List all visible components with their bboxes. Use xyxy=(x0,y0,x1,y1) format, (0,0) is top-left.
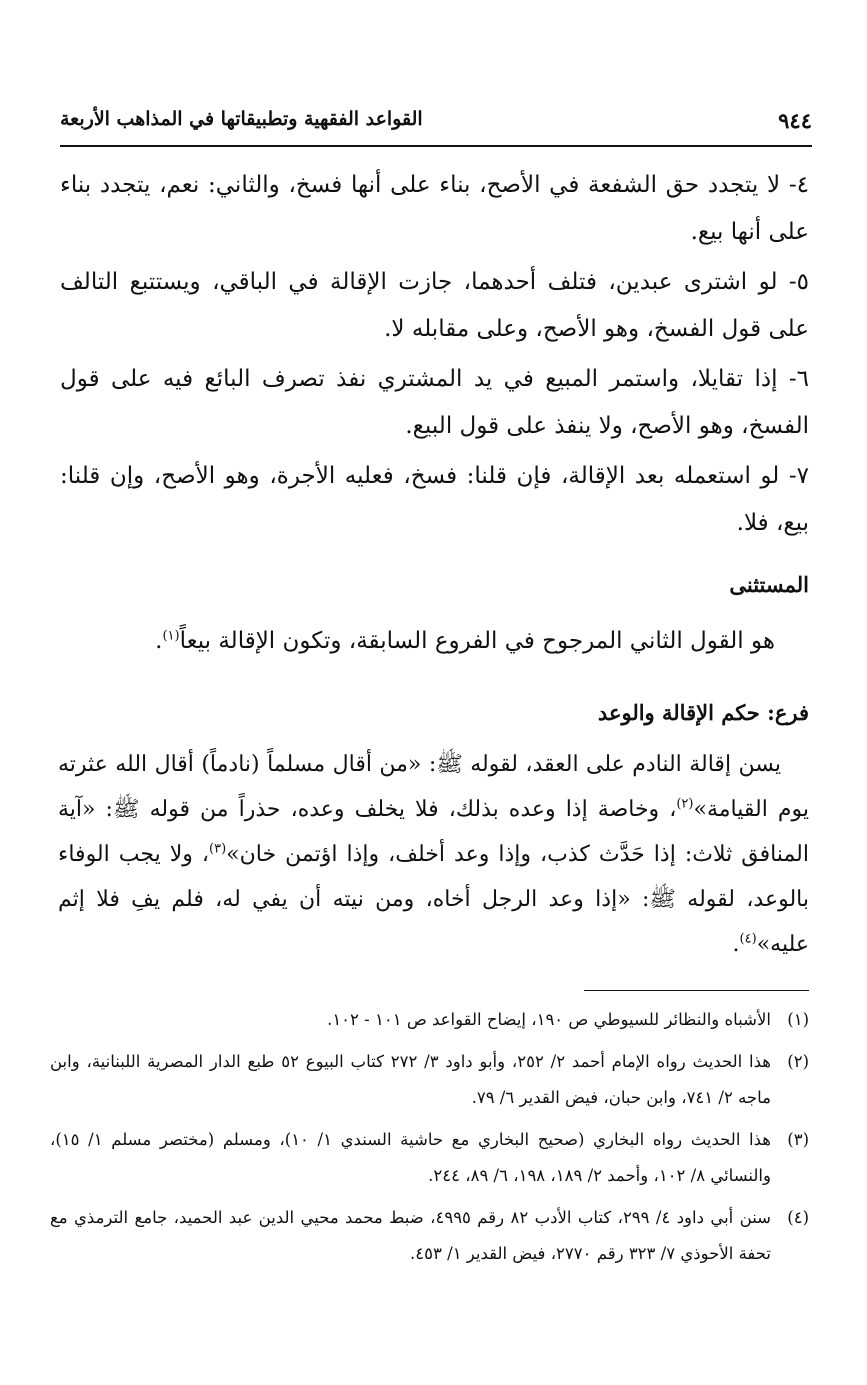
footnote-text: هذا الحديث رواه البخاري (صحيح البخاري مع حاشية السندي ١/ ١٠)، ومسلم (مختصر مسلم ١/ ١٥)، والنسائي ٨/ ١٠٢، وأحمد ٢/ ١٨٩، ١٩٨، ٦/ ٨٩، ٢٤٤. xyxy=(50,1130,771,1185)
footnote-ref[interactable]: (٤) xyxy=(739,931,757,947)
exception-paragraph xyxy=(60,618,775,664)
footnote xyxy=(50,1044,809,1116)
footnotes xyxy=(50,1002,809,1278)
branch-text-4: . xyxy=(732,932,740,957)
running-title: القواعد الفقهية وتطبيقاتها في المذاهب الأربعة xyxy=(60,108,423,130)
footnote-number: (٣) xyxy=(787,1130,809,1149)
list-item: ٧- لو استعمله بعد الإقالة، فإن قلنا: فسخ، فعليه الأجرة، وهو الأصح، وإن قلنا: بيع، فلا. xyxy=(60,463,809,536)
header-divider xyxy=(60,145,812,147)
branch-paragraph xyxy=(58,742,809,967)
footnote-text: الأشباه والنظائر للسيوطي ص ١٩٠، إيضاح القواعد ص ١٠١ - ١٠٢. xyxy=(327,1010,771,1029)
exception-end: . xyxy=(155,628,163,654)
list-item: ٦- إذا تقايلا، واستمر المبيع في يد المشتري نفذ تصرف البائع فيه على قول الفسخ، وهو الأصح، ولا ينفذ على قول البيع. xyxy=(60,366,809,439)
footnote-number: (٤) xyxy=(787,1208,809,1227)
footnote xyxy=(50,1002,809,1038)
footnote-divider xyxy=(584,990,809,991)
section-heading-branch: فرع: حكم الإقالة والوعد xyxy=(597,700,809,725)
branch-text-1: يسن إقالة النادم على العقد، لقوله ﷺ: «من أقال مسلماً (نادماً) أقال الله عثرته يوم القيامة» xyxy=(58,752,809,822)
list-item: ٥- لو اشترى عبدين، فتلف أحدهما، جازت الإقالة في الباقي، ويستتبع التالف على قول الفسخ، وهو الأصح، وعلى مقابله لا. xyxy=(60,269,809,342)
footnote-number: (٢) xyxy=(787,1052,809,1071)
page-header xyxy=(60,108,812,140)
list-item: ٤- لا يتجدد حق الشفعة في الأصح، بناء على أنها فسخ، والثاني: نعم، يتجدد بناء على أنها بيع. xyxy=(60,172,809,245)
section-heading-exception: المستثنى xyxy=(729,572,809,597)
footnote-number: (١) xyxy=(787,1010,809,1029)
branch-text-2: ، وخاصة إذا وعده بذلك، فلا يخلف وعده، حذراً من قوله ﷺ: «آية المنافق ثلاث: إذا حَدَّث كذب، وإذا وعد أخلف، وإذا اؤتمن خان» xyxy=(58,797,809,867)
footnote-text: سنن أبي داود ٤/ ٢٩٩، كتاب الأدب ٨٢ رقم ٤٩٩٥، ضبط محمد محيي الدين عبد الحميد، جامع الترمذي مع تحفة الأحوذي ٧/ ٣٢٣ رقم ٢٧٧٠، فيض القدير ١/ ٤٥٣. xyxy=(50,1208,771,1263)
footnote-ref[interactable]: (٢) xyxy=(676,796,694,812)
page-number: ٩٤٤ xyxy=(778,108,812,133)
footnote-ref[interactable]: (٣) xyxy=(209,841,227,857)
footnote xyxy=(50,1122,809,1194)
exception-text: هو القول الثاني المرجوح في الفروع السابقة، وتكون الإقالة بيعاً xyxy=(179,628,775,654)
footnote-ref[interactable]: (١) xyxy=(162,628,180,644)
numbered-list xyxy=(60,162,809,547)
footnote xyxy=(50,1200,809,1272)
footnote-text: هذا الحديث رواه الإمام أحمد ٢/ ٢٥٢، وأبو داود ٣/ ٢٧٢ كتاب البيوع ٥٢ طبع الدار المصرية اللبنانية، وابن ماجه ٢/ ٧٤١، وابن حبان، فيض القدير ٦/ ٧٩. xyxy=(50,1052,771,1107)
branch-text-3: ، ولا يجب الوفاء بالوعد، لقوله ﷺ: «إذا وعد الرجل أخاه، ومن نيته أن يفي له، فلم يفِ فلا إثم عليه» xyxy=(58,842,809,957)
